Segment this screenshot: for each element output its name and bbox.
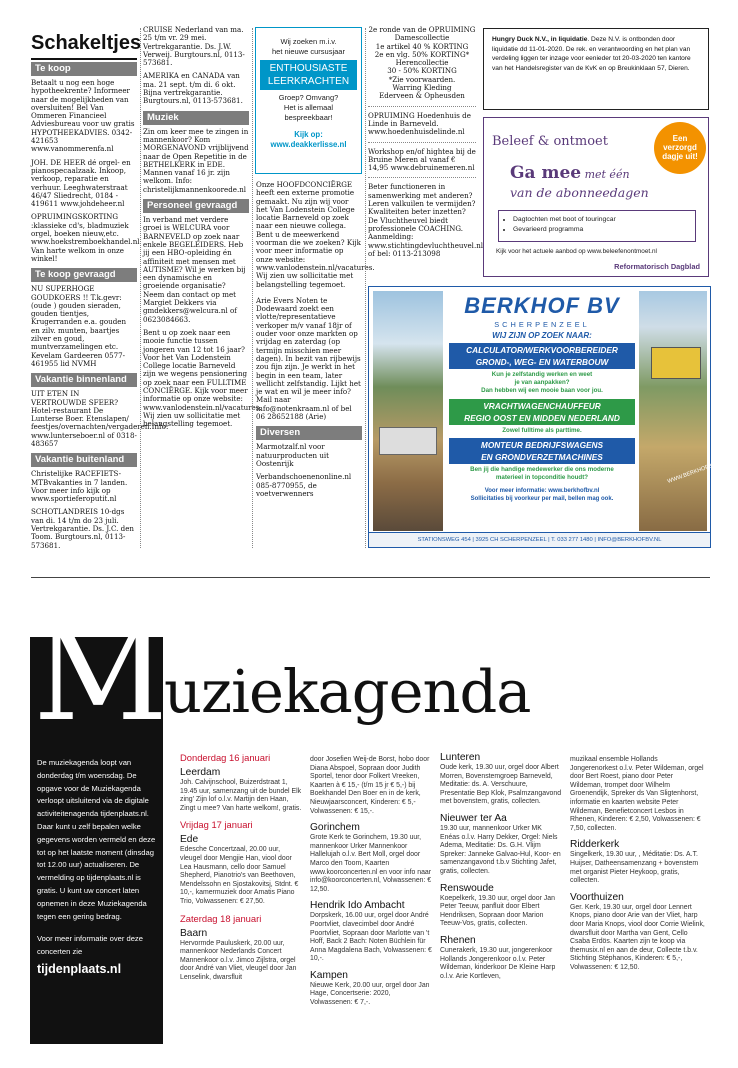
berkhof-job-banner [449, 438, 635, 464]
agenda-col-3 [440, 752, 563, 987]
ad-item: Arie Evers Noten te Dodewaard zoekt een vlotte/representatieve verkoper m/v vanaf 18jr of ouder voor onze markten op vrijdag en zaterdag (op termijn misschien meer dagen). In bezit van rijbewijs zou fijn zijn. Je werkt in het begin in een team, later wellicht zelfstandig. Lijkt het je wat en wil je meer info? Mail naar info@notenkraam.nl of bel 06 28652188 (Arie) [256, 295, 361, 422]
ad-item: In verband met verdere groei is WELCURA voor BARNEVELD op zoek naar enkele BEGELEIDERS. Heb jij een HBO-opleiding én affiniteit met mensen met AUTISME? Wil je werken bij een dynamische en groeiende organisatie? Neem dan contact op met Margiet Dekkers via gmdekkers@welcura.nl of 0623084663. [143, 215, 246, 324]
section-vakantie-buitenland: Vakantie buitenland [31, 453, 137, 467]
notice-text: . Deze N.V. is ontbonden door liquidatie dd 11-01-2020. De rek. en verantwoording en het plan van verdeling liggen ter inzage voor eenieder tot 20-03-2020 ten kantore van het Handelsregister van de KvK en op Breukinklaan 57, Dieren. [492, 36, 691, 72]
beleef-ontmoet-ad [483, 117, 709, 277]
deakker-look: Kijk op: [294, 130, 323, 139]
agenda-place: Rhenen [440, 934, 476, 946]
agenda-col-4 [570, 756, 705, 978]
agenda-entry: 19.30 uur, mannenkoor Urker MK Enéas o.l.v. Harry Dekker, Orgel: Niels Adema, Meditatie: Ds. G.H. Vlijm Spreker: Janneke Galvao-Hul, Koor- en samenzangavond t.b.v Stichting Jafet, gratis, collecten. [440, 824, 561, 875]
ad-line: 30 - 50% KORTING [387, 66, 457, 76]
ad-line: Herencollectie [395, 58, 449, 68]
ad-divider [368, 106, 476, 107]
ad-line: 2e en vlg. 50% KORTING* [374, 49, 470, 59]
classifieds-col-3 [256, 180, 375, 503]
agenda-place: Ede [180, 834, 199, 846]
agenda-place: Voorthuizen [570, 891, 624, 903]
beleef-bullet: • Dagtochten met boot of touringcar [513, 215, 695, 225]
ad-line: 1e artikel 40 % KORTING [375, 41, 469, 51]
ad-item: Christelijke RACEFIETS-MTBvakanties in 7 landen. Voor meer info kijk op www.sportieferoputit.nl [31, 469, 128, 504]
agenda-place: Nieuwer ter Aa [440, 812, 507, 824]
berkhof-job-sub [449, 466, 635, 482]
deakker-highlight [260, 60, 357, 90]
job-title: MONTEUR BEDRIJFSWAGENS [480, 440, 604, 450]
agenda-day: Donderdag 16 januari [180, 752, 271, 763]
agenda-entry: muzikaal ensemble Hollands Jongerenorkest o.l.v. Peter Wildeman, orgel door Bert Roest, piano door Peter Wildeman, trompet door Wilhelm Groenendijk, Spreker ds Van Sligtenhorst, informatie en kaarten website Peter Wildeman, Benefietconcert Lesbos in Rhenen, Kinderen: € 2,50, Volwassenen: € 7,50, collecten. [570, 756, 704, 832]
schakeltjes-title-bar [31, 28, 142, 59]
agenda-place: Renswoude [440, 882, 494, 894]
section-muziek: Muziek [143, 111, 249, 125]
agenda-place: Gorinchem [310, 822, 360, 834]
agenda-entry: Koepelkerk, 19.30 uur, orgel door Jan Peter Teeuw, panfluit door Elbert Hendriksen, Sopraan door Marion Teeuw-Vos, gratis, collecten. [440, 894, 555, 928]
job-title: REGIO OOST EN MIDDEN NEDERLAND [464, 413, 620, 423]
beleef-title: Beleef & ontmoet [492, 134, 608, 149]
ad-item: CRUISE Nederland van ma. 25 t/m vr. 29 mei. Vertrekgarantie. Ds. J.W. Verweij. Burgtours.nl, 0113-573681. [143, 25, 245, 68]
job-title: VRACHTWAGENCHAUFFEUR [483, 401, 601, 411]
column-divider [140, 28, 141, 548]
column-divider [252, 28, 253, 548]
berkhof-job-sub: Zowel fulltime als parttime. [502, 427, 582, 434]
agenda-site[interactable]: tijdenplaats.nl [37, 961, 122, 976]
job-sub: Kun je zelfstandig werken en weet [491, 371, 593, 378]
more-info[interactable]: Voor meer informatie: www.berkhofbv.nl [484, 488, 600, 494]
ad-item: SCHOTLANDREIS 10-dgs van di. 14 t/m do 23 juli. Vertrekgarantie. Ds. J.C. den Toom. Burgtours.nl, 0113-573681. [31, 507, 134, 550]
deakker-line: Het is allemaal [283, 103, 334, 112]
agenda-entry: Dorpskerk, 16.00 uur, orgel door André Poortvliet, clavecimbel door André Poortvliet, Sopraan door Marlotte van 't Hoff, Back 2 Bach: Noten Büchlein für Anna Magdalena Bach, Volwassenen: € 10,-. [310, 912, 432, 963]
beleef-headline [510, 163, 630, 183]
agenda-day: Zaterdag 18 januari [180, 912, 262, 924]
headline-part: met één [581, 168, 630, 181]
agenda-entry: Edesche Concertzaal, 20.00 uur, vleugel door Mengjie Han, viool door Lea Hausmann, cello door Samuel Shepherd, Pianotrio's van Beethoven, Mendelssohn en Sjostakovitsj, Stdnt. € 10,-, kamermuziek door Amatis Piano Trio, Volwassenen: € 27,50. [180, 846, 299, 905]
headline-part: Ga mee [510, 163, 582, 183]
deakker-line: bespreekbaar! [284, 113, 333, 122]
ad-divider [368, 142, 476, 143]
warring-ad [368, 26, 476, 101]
ad-item: JOH. DE HEER dé orgel- en pianospecaalzaak. Inkoop, verkoop, reparatie en verhuur. Leeghwaterstraat 46/47 Sliedrecht, 0184 - 419611 www.johdeheer.nl [31, 157, 131, 209]
beleef-subheadline: van de abonneedagen [510, 185, 649, 200]
section-te-koop: Te koop [31, 62, 137, 76]
more-info: Sollicitaties bij voorkeur per mail, bellen mag ook. [470, 495, 614, 502]
berkhof-photo-right [639, 291, 707, 531]
deakker-line: het nieuwe cursusjaar [272, 47, 345, 56]
ad-item: Bent u op zoek naar een mooie functie tussen jongeren van 12 tot 16 jaar? Voor het Van Lodenstein College locatie Barneveld zijn we wegens pensionering op zoek naar een FULLTIME CONCIËRGE. Kijk voor meer informatie op onze website: www.vanlodenstein.nl/vacatures. Wij zien uw sollicitatie met belangstelling tegemoet. [143, 327, 262, 429]
ad-item: Betaalt u nog een hoge hypotheekrente? Informeer naar de mogelijkheden van oversluiten! Bel Van Ommeren Financieel Adviesbureau voor uw gratis HYPOTHEEKADVIES. 0342-421653 www.vanommerenfa.nl [31, 78, 135, 154]
section-diversen: Diversen [256, 426, 362, 440]
agenda-place: Lunteren [440, 752, 481, 763]
intro-text: De muziekagenda loopt van donderdag t/m woensdag. De opgave voor de Muziekagenda verloopt uitsluitend via de digitale activiteitenagenda tijdenplaats.nl. Daar kunt u zelf bepalen welke gegevens worden vermeld en deze tot op het laatste moment (dinsdag tot 12.00 uur) actualiseren. De vermelding op tijdenplaats.nl is gratis. U kunt uw concert laten opnemen in deze Muziekagenda tegen een gering bedrag. [37, 758, 156, 921]
berkhof-side-url: WWW.BERKHOFBV.NL [666, 459, 725, 485]
berkhof-job-banner [449, 343, 635, 369]
berkhof-city: SCHERPENZEEL [494, 320, 590, 329]
deakker-line: Wij zoeken m.i.v. [280, 37, 337, 46]
ad-line: Damescollectie [394, 33, 450, 43]
deakker-line: Groep? Omvang? [278, 93, 339, 102]
beleef-kijk[interactable]: Kijk voor het actuele aanbod op www.beleefenontmoet.nl [496, 248, 657, 255]
berkhof-name: BERKHOF BV [464, 293, 620, 318]
agenda-entry: Oude kerk, 19.30 uur, orgel door Albert Morren, Bovenstemgroep Barneveld, Meditatie: ds. A. Verschuure, Presentatie Bep Klok, Psalmzangavond met bovenstem, gratis, collecten. [440, 764, 562, 806]
section-te-koop-gevraagd: Te koop gevraagd [31, 268, 137, 282]
classifieds-col-1 [31, 62, 169, 555]
classifieds-col-2 [143, 25, 262, 433]
ad-divider [368, 177, 476, 178]
muziekagenda-intro [37, 757, 157, 978]
beleef-bullets-panel [498, 210, 696, 242]
more-info-text: Voor meer informatie over deze concerten zie [37, 934, 143, 957]
job-title: CALCULATOR/WERKVOORBEREIDER [466, 345, 618, 355]
classifieds-col-4 [368, 25, 484, 263]
agenda-entry: Joh. Calvijnschool, Buizerdstraat 1, 19.45 uur, samenzang uit de bundel Elk zing' Zijn lof o.l.v. Martijn den Haan, Zingt u mee? Van harte welkom!, gratis. [180, 779, 302, 812]
berkhof-machine-shape [651, 347, 701, 379]
ad-line: *Zie voorwaarden. [388, 74, 456, 84]
agenda-place: Hendrik Ido Ambacht [310, 900, 405, 912]
agenda-entry: Cunerakerk, 19.30 uur, jongerenkoor Hollands Jongerenkoor o.l.v. Peter Wildeman, kinderkoor De Kleine Harp o.l.v. Arie Kortleven, [440, 946, 556, 980]
job-sub: je van aanpakken? [514, 378, 570, 386]
deakker-ad [255, 27, 362, 174]
agenda-entry: Hervormde Pauluskerk, 20.00 uur, mannenkoor Nederlands Concert Mannenkoor o.l.v. Jimco Zijlstra, orgel door André van Vliet, vleugel door Jan Lenselink, dwarsfluit [180, 939, 297, 981]
agenda-entry: Nieuwe Kerk, 20.00 uur, orgel door Jan Hage, Concertserie: 2020, Volwassenen: € 7,-. [310, 981, 430, 1007]
agenda-col-1 [180, 752, 302, 989]
notice-company: Hungry Duck N.V., in liquidatie [492, 36, 588, 43]
agenda-place: Ridderkerk [570, 839, 620, 851]
beleef-badge [654, 122, 706, 174]
agenda-entry: Ger. Kerk, 19.30 uur, orgel door Lennert Knops, piano door Arie van der Vliet, harp door Maria Knops, viool door Corrie Wielink, dwarsfluit door Martha van Gent, Cello Csaba Erdös. Kaarten zijn te koop via themusix.nl en aan de deur, Collecte t.b.v. Stichting Stéphanos, Kinderen: € 5,-, Volwassenen: € 12,50. [570, 903, 705, 971]
ad-line: Ederveen & Opheusden [379, 91, 465, 101]
muziekagenda-title: uziekagenda [164, 657, 531, 726]
ad-item: Verbandschoenenonline.nl 085-8770955, de voetverwenners [256, 472, 352, 498]
deakker-highlight-line: LEERKRACHTEN [267, 76, 350, 87]
beleef-brand: Reformatorisch Dagblad [614, 262, 700, 271]
agenda-place: Leerdam [180, 767, 221, 778]
column-divider [365, 28, 366, 548]
agenda-col-2 [310, 756, 433, 1014]
berkhof-job-sub [449, 371, 635, 394]
berkhof-job-banner [449, 399, 635, 425]
ad-item: NU SUPERHOGE GOUDKOERS !! T.k.gevr: (oude ) gouden sieraden, gouden tientjes, Krugerranden e.a. gouden en zilv. munten, baartjes zilver en goud, muntverzamelingen etc. Kevelam Gardeeren 0577-461955 lid NVMH [31, 284, 127, 368]
schakeltjes-title: Schakeltjes [31, 32, 142, 54]
agenda-place: Baarn [180, 927, 208, 939]
berkhof-zoek: WIJ ZIJN OP ZOEK NAAR: [492, 331, 592, 340]
job-title: EN GRONDVERZETMACHINES [481, 452, 603, 462]
berkhof-truck-shape [379, 427, 437, 455]
agenda-entry: Grote Kerk te Gorinchem, 19.30 uur, mannenkoor Urker Mannenkoor Hallelujah o.l.v. Bert Moll, orgel door Marco den Toom, Kaarten www.koorconcerten.nl en voor info naar info@koorconcerten.nl, Volwassenen: € 12,50. [310, 834, 432, 893]
deakker-url[interactable]: www.deakkerlisse.nl [270, 140, 347, 149]
ad-line: 2e ronde van de OPRUIMING [368, 25, 476, 34]
job-sub: materieel in topconditie houdt? [495, 473, 589, 481]
muziekagenda-big-m: M [33, 597, 169, 751]
beleef-bullet: • Gevarieerd programma [513, 225, 695, 235]
ad-item: Marmotzalf.nl voor natuurproducten uit Oostenrijk [256, 442, 330, 468]
deakker-highlight-line: ENTHOUSIASTE [269, 63, 348, 74]
section-personeel-gevraagd: Personeel gevraagd [143, 199, 249, 213]
berkhof-more [449, 488, 635, 504]
ad-line: Warring Kleding [392, 83, 452, 93]
agenda-entry: Singelkerk, 19.30 uur, , Méditatie: Ds. A.T. Huijser, Datheensamenzang + bovenstem met organist Pieter Heykoop, gratis, collecten. [570, 851, 699, 885]
agenda-place: Kampen [310, 969, 348, 981]
hungry-duck-notice [483, 28, 709, 110]
job-title: GROND-, WEG- EN WATERBOUW [475, 357, 609, 367]
badge-line: Een [672, 134, 688, 143]
badge-line: dagje uit! [662, 152, 698, 161]
ad-item: UIT ETEN IN VERTROUWDE SFEER? Hotel-restaurant De Lunterse Boer. Etenslapen/ feestjes/overnachten/vergaderen.Info: www.lunterseboer.nl of 0318-483657 [31, 389, 169, 448]
ad-item: Zin om keer mee te zingen in mannenkoor? Kom MORGENAVOND vrijblijvend naar de Open Repetitie in de BETHELKERK in EDE. Mannen vanaf 16 jr. zijn welkom. Info: christelijkmannenkoorede.nl [143, 126, 249, 194]
agenda-day: Vrijdag 17 januari [180, 819, 253, 831]
berkhof-footer: STATIONSWEG 454 | 3925 CH SCHERPENZEEL | T. 033 277 1480 | INFO@BERKHOFBV.NL [369, 532, 710, 547]
ad-item: AMERIKA en CANADA van ma. 21 sept. t/m di. 6 okt. Bijna vertrekgarantie. Burgtours.nl, 0113-573681. [143, 71, 243, 106]
ad-item: Beter functioneren in samenwerking met anderen? Leren valkuilen te vermijden? Kwaliteiten beter inzetten? De Vluchtheuvel biedt professionele COACHING. Aanmelding: www.stichtingdevluchtheuvel.nl of bel: 0113-213098 [368, 182, 484, 258]
section-vakantie-binnenland: Vakantie binnenland [31, 373, 137, 387]
agenda-entry: door Josefien Weij-de Borst, hobo door Diana Abspoel, Sopraan door Judith Sportel, tenor door Folkert Vreeken, Kaarten à € 15,- (t/m 15 jr € 5,-) bij Boekhandel Den Boer en in de kerk, Nieuwjaarsconcert, Kinderen: € 5,- Volwassenen: € 15,-. [310, 756, 430, 815]
ad-item: Onze HOOFDCONCIËRGE heeft een externe promotie gemaakt. Nu zijn wij voor het Van Lodenstein College locatie Barneveld op zoek naar een nieuwe collega. Bent u de meewerkend voorman die we zoeken? Kijk voor meer informatie op onze website: www.vanlodenstein.nl/vacatures. Wij zien uw sollicitatie met belangstelling tegemoet. [256, 180, 375, 289]
title-rule [31, 58, 137, 60]
berkhof-ad [368, 286, 725, 548]
ad-item: Workshop en/of hightea bij de Bruine Meren al vanaf € 14,95 www.debruinemeren.nl [368, 146, 476, 173]
ad-item: OPRUIMINGSKORTING :klassieke cd's, bladmuziek orgel, boeken nieuw,etc. www.hoekstremboekhandel.nl Van harte welkom in onze winkel! [31, 212, 140, 263]
section-divider [31, 577, 710, 578]
ad-item: OPRUIMING Hoedenhuis de Linde in Barneveld. www.hoedenhuisdelinde.nl [368, 110, 471, 137]
job-sub: Ben jij die handige medewerker die ons moderne [470, 466, 614, 473]
badge-line: verzorgd [663, 143, 697, 152]
job-sub: Dan hebben wij een mooie baan voor jou. [481, 386, 603, 394]
berkhof-photo-left [373, 291, 443, 531]
